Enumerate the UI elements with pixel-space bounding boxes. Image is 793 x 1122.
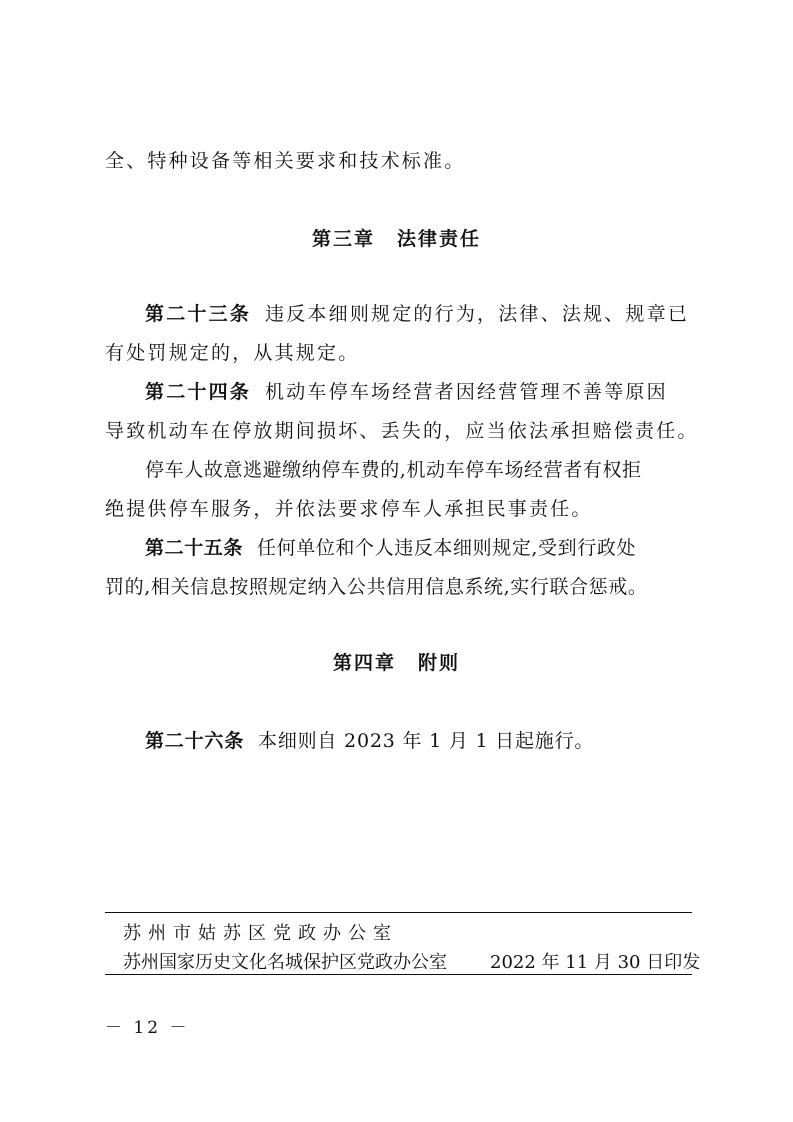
article-23-title: 第二十三条	[145, 303, 252, 325]
article-23-line-1	[145, 301, 695, 327]
article-26-text: 本细则自 2023 年 1 月 1 日起施行。	[258, 730, 595, 752]
chapter-4-title: 附则	[418, 652, 461, 674]
article-26-line	[145, 728, 695, 754]
article-23-text-1: 违反本细则规定的行为，法律、法规、规章已	[265, 303, 690, 325]
article-25-line-2: 罚的,相关信息按照规定纳入公共信用信息系统,实行联合惩戒。	[105, 576, 648, 598]
article-24-para2-line-1: 停车人故意逃避缴纳停车费的,机动车停车场经营者有权拒	[145, 459, 642, 481]
chapter-4-number: 第四章	[332, 652, 396, 674]
footer-bottom-rule	[105, 974, 692, 975]
article-25-line-1	[145, 535, 695, 561]
page-number: － 12 －	[105, 1018, 190, 1038]
article-24-line-1	[145, 379, 695, 405]
footer-issuer-1: 苏州市姑苏区党政办公室	[123, 923, 398, 944]
footer-top-rule	[105, 912, 692, 913]
footer-issue-date: 2022 年 11 月 30 日印发	[490, 952, 701, 973]
article-24-para2-line-2: 绝提供停车服务，并依法要求停车人承担民事责任。	[105, 498, 593, 520]
article-25-title: 第二十五条	[145, 537, 244, 559]
article-25-text-1: 任何单位和个人违反本细则规定,受到行政处	[257, 537, 637, 559]
chapter-3-heading	[0, 226, 793, 252]
chapter-3-title: 法律责任	[397, 228, 482, 250]
article-24-title: 第二十四条	[145, 381, 252, 403]
continuation-paragraph: 全、特种设备等相关要求和技术标准。	[105, 150, 466, 172]
chapter-4-heading	[0, 650, 793, 676]
footer-issuer-2: 苏州国家历史文化名城保护区党政办公室	[123, 952, 447, 973]
chapter-3-number: 第三章	[311, 228, 375, 250]
article-24-text-1: 机动车停车场经营者因经营管理不善等原因	[265, 381, 668, 403]
article-24-line-2: 导致机动车在停放期间损坏、丢失的，应当依法承担赔偿责任。	[105, 420, 699, 442]
article-23-line-2: 有处罚规定的，从其规定。	[105, 342, 360, 364]
article-26-title: 第二十六条	[145, 730, 245, 752]
